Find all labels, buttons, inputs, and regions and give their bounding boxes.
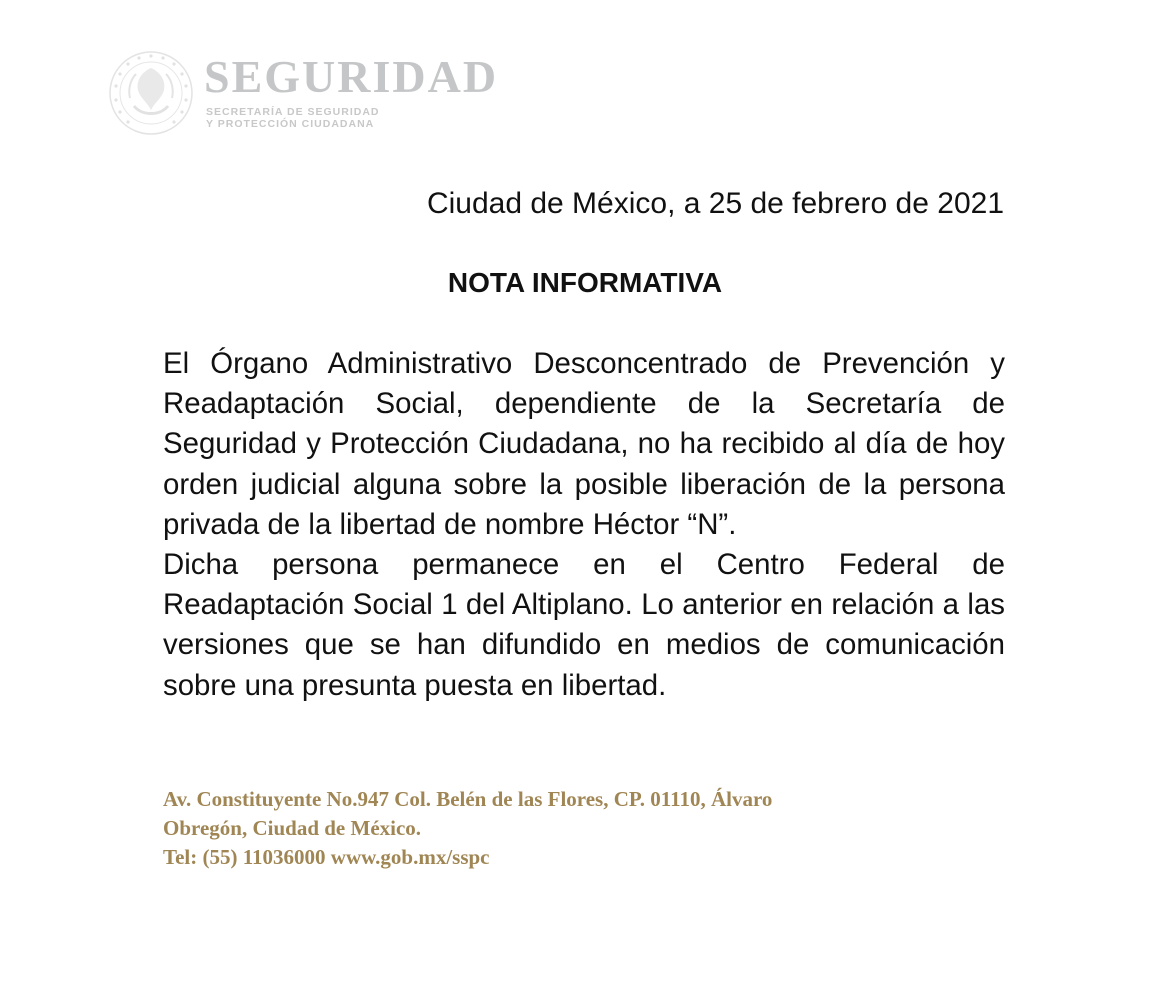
document-title-text: NOTA INFORMATIVA bbox=[447, 267, 723, 298]
document-body bbox=[163, 344, 1005, 706]
brand-subtitle bbox=[206, 106, 380, 130]
brand-subtitle-line-1: SECRETARÍA DE SEGURIDAD bbox=[206, 106, 380, 118]
brand-name: SEGURIDAD bbox=[204, 51, 499, 102]
footer-address-line-2: Obregón, Ciudad de México. bbox=[163, 816, 422, 840]
national-seal-icon bbox=[108, 50, 194, 136]
document-title bbox=[0, 265, 1170, 301]
footer-contact-line: Tel: (55) 11036000 www.gob.mx/sspc bbox=[163, 845, 490, 869]
brand-subtitle-line-2: Y PROTECCIÓN CIUDADANA bbox=[206, 118, 375, 130]
footer-address-line-1: Av. Constituyente No.947 Col. Belén de las Flores, CP. 01110, Álvaro bbox=[163, 787, 773, 811]
place-and-date: Ciudad de México, a 25 de febrero de 2021 bbox=[426, 187, 1004, 220]
body-paragraph-1: El Órgano Administrativo Desconcentrado de Prevención y Readaptación Social, dependiente de la Secretaría de Seguridad y Protección Ciudadana, no ha recibido al día de hoy orden judicial alguna sobre la posible liberación de la persona privada de la libertad de nombre Héctor “N”. bbox=[163, 347, 1005, 541]
body-paragraph-2: Dicha persona permanece en el Centro Federal de Readaptación Social 1 del Altiplano. Lo anterior en relación a las versiones que se han difundido en medios de comunicación sobre una presunta puesta en libertad. bbox=[163, 548, 1005, 702]
footer-address bbox=[163, 785, 1005, 872]
letterhead bbox=[108, 50, 528, 140]
